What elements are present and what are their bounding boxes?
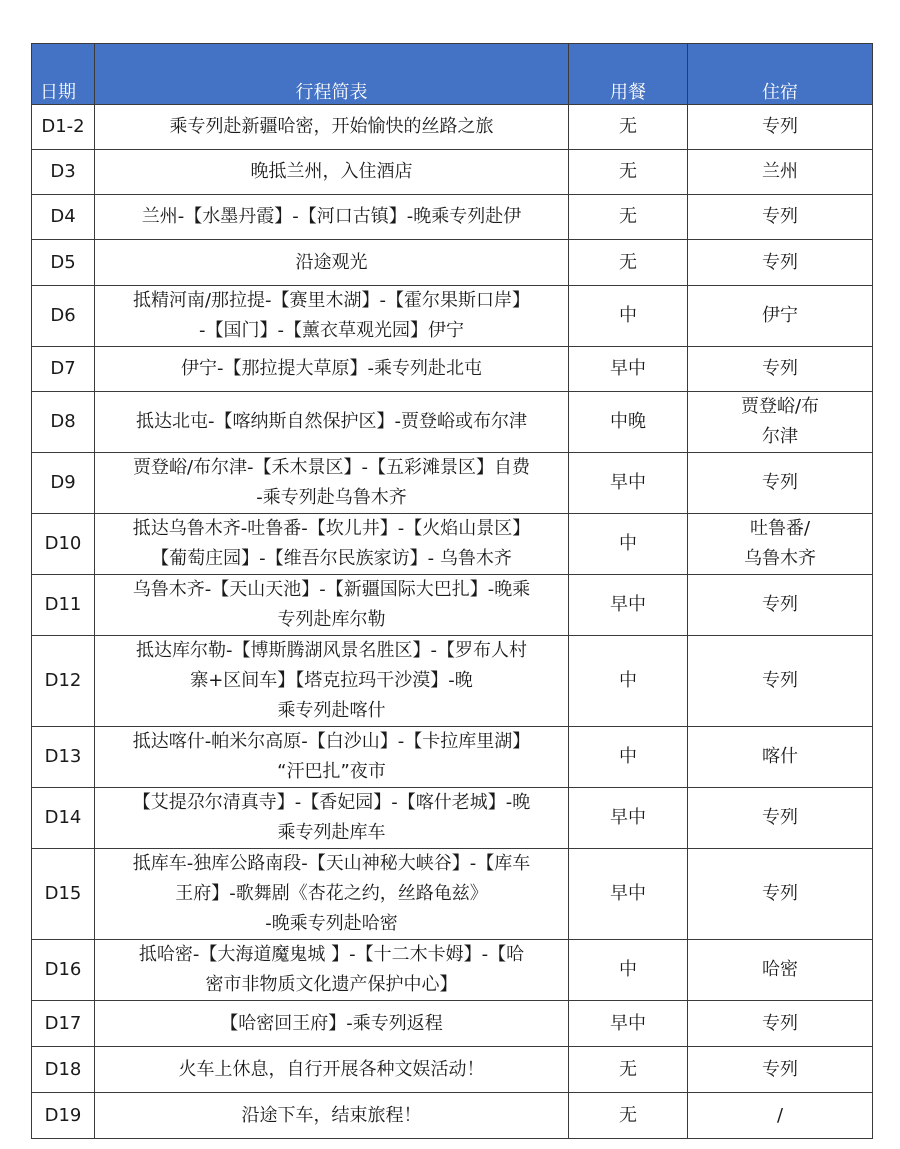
day-cell: D17	[32, 1001, 95, 1047]
table-row	[32, 286, 873, 347]
lodging-cell: 专列	[688, 240, 873, 286]
day-cell: D5	[32, 240, 95, 286]
itinerary-cell: 抵哈密-【大海道魔鬼城 】-【十二木卡姆】-【哈 密市非物质文化遗产保护中心】	[95, 940, 569, 1001]
table-row	[32, 727, 873, 788]
lodging-cell: 专列	[688, 1001, 873, 1047]
table-row	[32, 636, 873, 727]
meals-cell: 中晚	[569, 392, 688, 453]
itinerary-table	[31, 43, 873, 1139]
table-body	[32, 105, 873, 1139]
meals-cell: 无	[569, 1047, 688, 1093]
lodging-cell: 专列	[688, 575, 873, 636]
itinerary-cell: 伊宁-【那拉提大草原】-乘专列赴北屯	[95, 347, 569, 392]
lodging-cell: 伊宁	[688, 286, 873, 347]
table-row	[32, 195, 873, 240]
lodging-cell: 兰州	[688, 150, 873, 195]
itinerary-cell: 乌鲁木齐-【天山天池】-【新疆国际大巴扎】-晚乘 专列赴库尔勒	[95, 575, 569, 636]
day-cell: D7	[32, 347, 95, 392]
table-row	[32, 514, 873, 575]
itinerary-cell: 贾登峪/布尔津-【禾木景区】-【五彩滩景区】自费 -乘专列赴乌鲁木齐	[95, 453, 569, 514]
lodging-cell: 贾登峪/布 尔津	[688, 392, 873, 453]
day-cell: D18	[32, 1047, 95, 1093]
day-cell: D8	[32, 392, 95, 453]
lodging-cell: /	[688, 1093, 873, 1139]
day-cell: D15	[32, 849, 95, 940]
day-cell: D12	[32, 636, 95, 727]
itinerary-cell: 抵达库尔勒-【博斯腾湖风景名胜区】-【罗布人村 寨+区间车】【塔克拉玛干沙漠】-晚 乘专列赴喀什	[95, 636, 569, 727]
meals-cell: 中	[569, 727, 688, 788]
day-cell: D11	[32, 575, 95, 636]
table-row	[32, 849, 873, 940]
itinerary-cell: 抵达乌鲁木齐-吐鲁番-【坎儿井】-【火焰山景区】 【葡萄庄园】-【维吾尔民族家访】- 乌鲁木齐	[95, 514, 569, 575]
itinerary-cell: 抵精河南/那拉提-【赛里木湖】-【霍尔果斯口岸】 -【国门】-【薰衣草观光园】伊宁	[95, 286, 569, 347]
meals-cell: 中	[569, 286, 688, 347]
table-row	[32, 940, 873, 1001]
day-cell: D1-2	[32, 105, 95, 150]
table-row	[32, 150, 873, 195]
lodging-cell: 专列	[688, 347, 873, 392]
table-row	[32, 1047, 873, 1093]
header-itinerary: 行程简表	[95, 44, 569, 105]
meals-cell: 中	[569, 514, 688, 575]
table-row	[32, 1093, 873, 1139]
day-cell: D6	[32, 286, 95, 347]
day-cell: D4	[32, 195, 95, 240]
day-cell: D16	[32, 940, 95, 1001]
itinerary-cell: 【哈密回王府】-乘专列返程	[95, 1001, 569, 1047]
header-day: 日期	[32, 44, 95, 105]
table-row	[32, 105, 873, 150]
day-cell: D3	[32, 150, 95, 195]
itinerary-cell: 晚抵兰州，入住酒店	[95, 150, 569, 195]
meals-cell: 早中	[569, 347, 688, 392]
itinerary-cell: 沿途观光	[95, 240, 569, 286]
meals-cell: 中	[569, 940, 688, 1001]
table-row	[32, 240, 873, 286]
itinerary-cell: 乘专列赴新疆哈密，开始愉快的丝路之旅	[95, 105, 569, 150]
meals-cell: 无	[569, 240, 688, 286]
meals-cell: 早中	[569, 453, 688, 514]
table-row	[32, 453, 873, 514]
lodging-cell: 专列	[688, 788, 873, 849]
lodging-cell: 吐鲁番/ 乌鲁木齐	[688, 514, 873, 575]
lodging-cell: 专列	[688, 195, 873, 240]
meals-cell: 无	[569, 150, 688, 195]
header-row	[32, 44, 873, 105]
table-row	[32, 575, 873, 636]
day-cell: D19	[32, 1093, 95, 1139]
itinerary-cell: 【艾提尕尔清真寺】-【香妃园】-【喀什老城】-晚 乘专列赴库车	[95, 788, 569, 849]
itinerary-cell: 兰州-【水墨丹霞】-【河口古镇】-晚乘专列赴伊	[95, 195, 569, 240]
day-cell: D14	[32, 788, 95, 849]
lodging-cell: 专列	[688, 849, 873, 940]
meals-cell: 中	[569, 636, 688, 727]
meals-cell: 早中	[569, 1001, 688, 1047]
table-row	[32, 1001, 873, 1047]
day-cell: D13	[32, 727, 95, 788]
lodging-cell: 专列	[688, 636, 873, 727]
meals-cell: 早中	[569, 849, 688, 940]
meals-cell: 早中	[569, 575, 688, 636]
lodging-cell: 专列	[688, 1047, 873, 1093]
itinerary-cell: 沿途下车，结束旅程！	[95, 1093, 569, 1139]
table-row	[32, 392, 873, 453]
header-lodging: 住宿	[688, 44, 873, 105]
itinerary-cell: 抵达北屯-【喀纳斯自然保护区】-贾登峪或布尔津	[95, 392, 569, 453]
meals-cell: 无	[569, 1093, 688, 1139]
itinerary-cell: 抵库车-独库公路南段-【天山神秘大峡谷】-【库车 王府】-歌舞剧《杏花之约，丝路龟兹》 -晚乘专列赴哈密	[95, 849, 569, 940]
itinerary-cell: 抵达喀什-帕米尔高原-【白沙山】-【卡拉库里湖】 “汗巴扎”夜市	[95, 727, 569, 788]
lodging-cell: 专列	[688, 453, 873, 514]
meals-cell: 早中	[569, 788, 688, 849]
day-cell: D10	[32, 514, 95, 575]
lodging-cell: 喀什	[688, 727, 873, 788]
lodging-cell: 哈密	[688, 940, 873, 1001]
meals-cell: 无	[569, 105, 688, 150]
header-meals: 用餐	[569, 44, 688, 105]
table-row	[32, 347, 873, 392]
itinerary-cell: 火车上休息，自行开展各种文娱活动！	[95, 1047, 569, 1093]
lodging-cell: 专列	[688, 105, 873, 150]
meals-cell: 无	[569, 195, 688, 240]
day-cell: D9	[32, 453, 95, 514]
table-row	[32, 788, 873, 849]
